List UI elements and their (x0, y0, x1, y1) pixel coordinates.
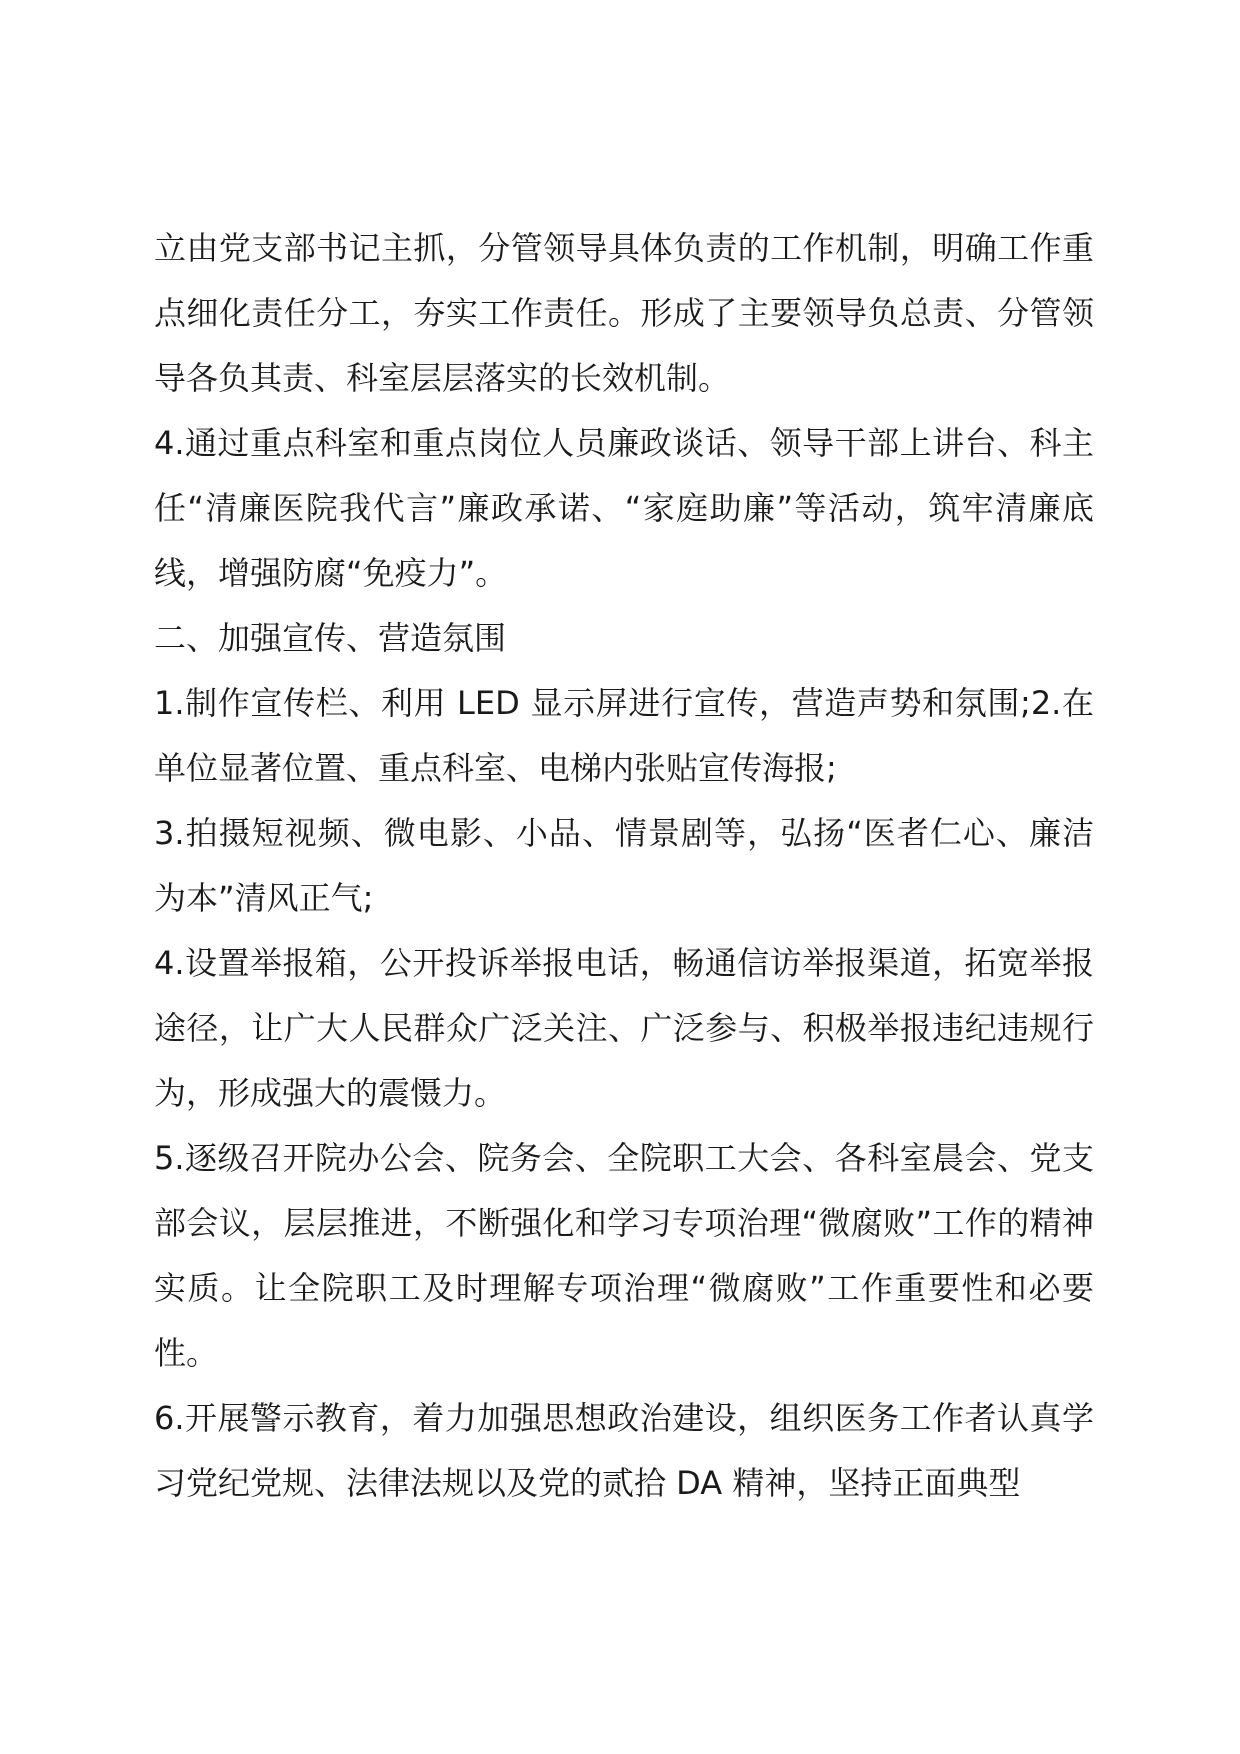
paragraph-item-6-education: 6.开展警示教育，着力加强思想政治建设，组织医务工作者认真学习党纪党规、法律法规以及党的贰拾 DA 精神，坚持正面典型 (154, 1399, 1094, 1502)
body-text (154, 216, 1094, 1516)
section-heading: 二、加强宣传、营造氛围 (154, 619, 507, 657)
paragraph-item-4-talks: 4.通过重点科室和重点岗位人员廉政谈话、领导干部上讲台、科主任“清廉医院我代言”廉政承诺、“家庭助廉”等活动，筑牢清廉底线，增强防腐“免疫力”。 (154, 424, 1094, 592)
paragraph-continuation: 立由党支部书记主抓，分管领导具体负责的工作机制，明确工作重点细化责任分工，夯实工作责任。形成了主要领导负总责、分管领导各负其责、科室层层落实的长效机制。 (154, 229, 1094, 397)
paragraph-item-3-videos: 3.拍摄短视频、微电影、小品、情景剧等，弘扬“医者仁心、廉洁为本”清风正气; (154, 814, 1094, 917)
paragraph-item-1-publicity: 1.制作宣传栏、利用 LED 显示屏进行宣传，营造声势和氛围;2.在单位显著位置、重点科室、电梯内张贴宣传海报; (154, 684, 1094, 787)
paragraph-item-5-meetings: 5.逐级召开院办公会、院务会、全院职工大会、各科室晨会、党支部会议，层层推进，不断强化和学习专项治理“微腐败”工作的精神实质。让全院职工及时理解专项治理“微腐败”工作重要性和必要性。 (154, 1139, 1094, 1372)
paragraph-item-4-reporting: 4.设置举报箱，公开投诉举报电话，畅通信访举报渠道，拓宽举报途径，让广大人民群众广泛关注、广泛参与、积极举报违纪违规行为，形成强大的震慑力。 (154, 944, 1094, 1112)
